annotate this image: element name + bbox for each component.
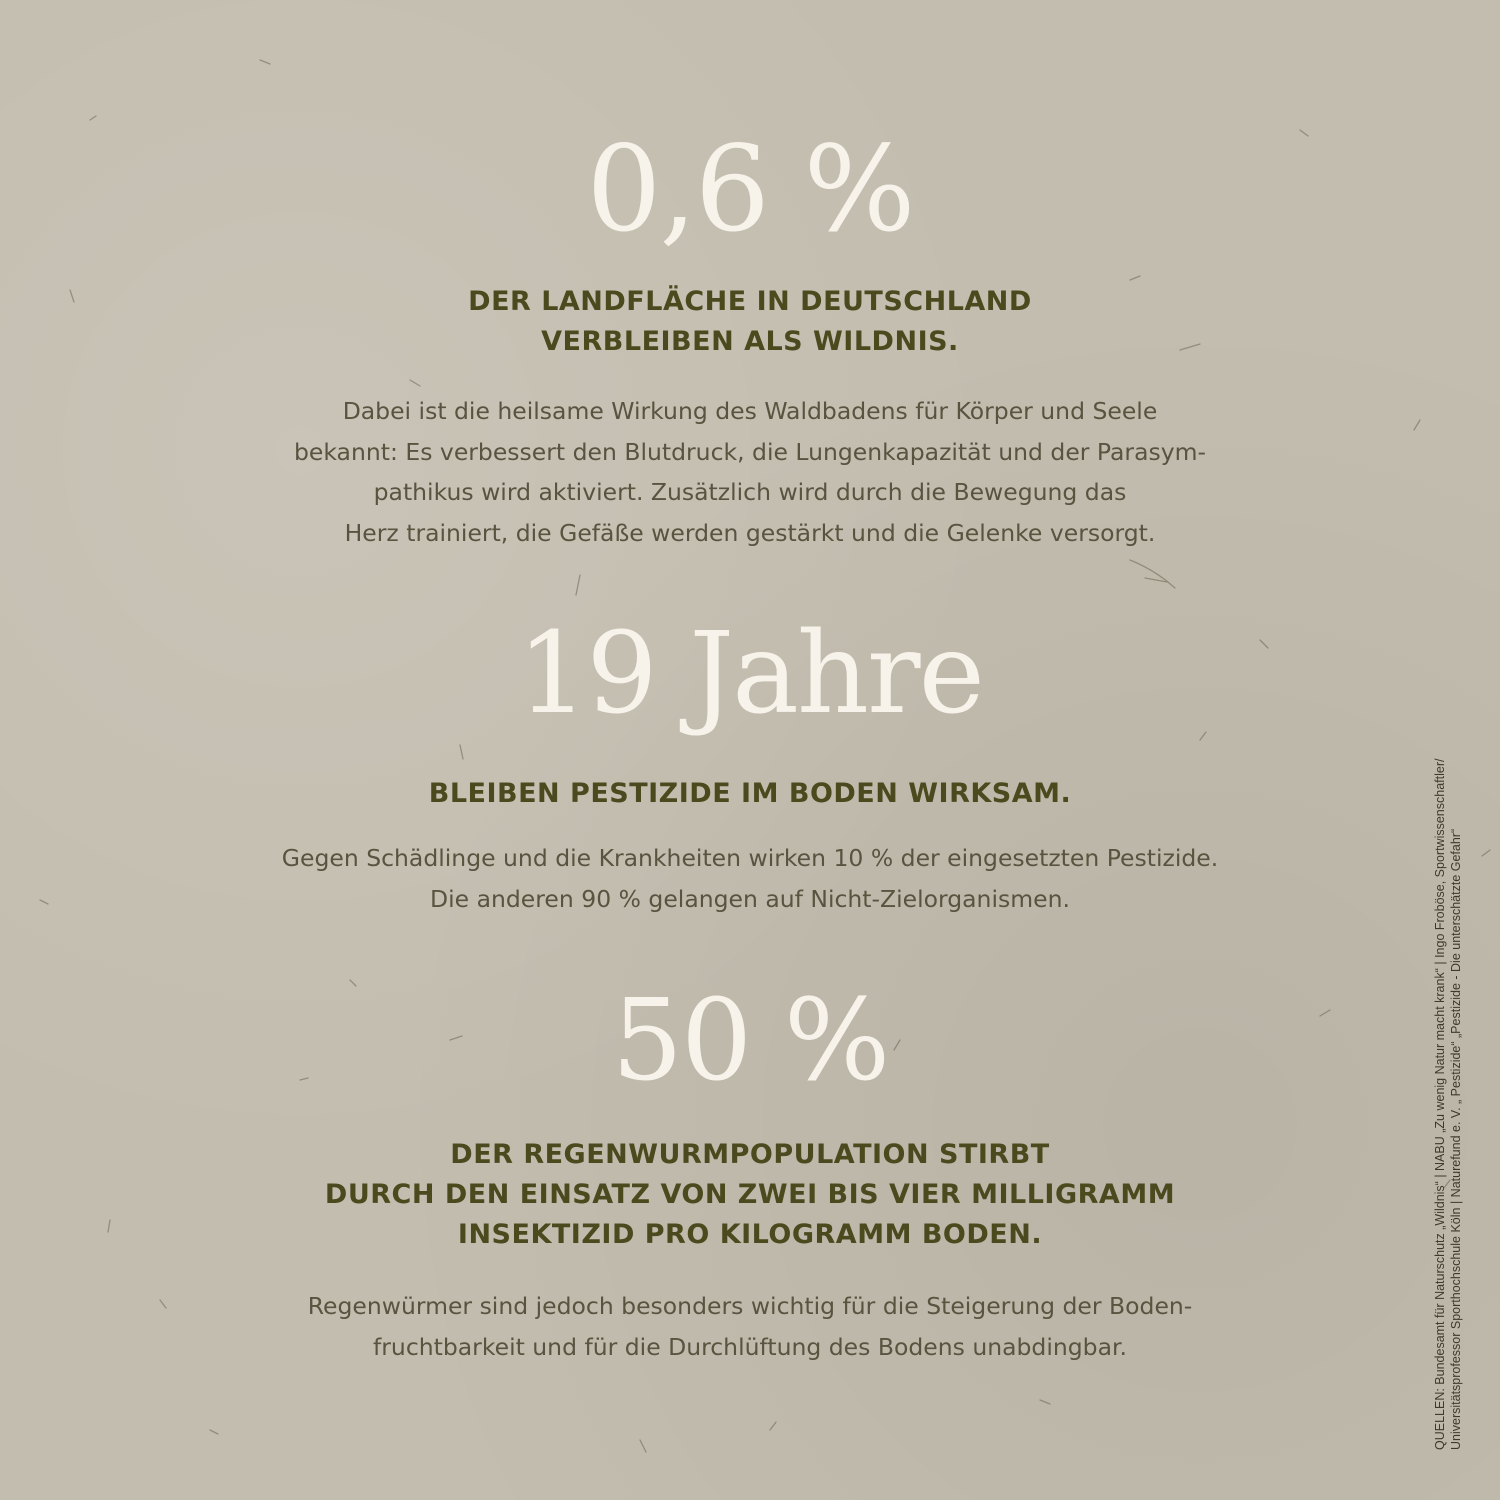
headline-line: DER REGENWURMPOPULATION STIRBT [450, 1139, 1050, 1170]
stat-headline-block [150, 1135, 1350, 1255]
body-line: fruchtbarkeit und für die Durchlüftung des Bodens unabdingbar. [373, 1332, 1127, 1361]
body-line: bekannt: Es verbessert den Blutdruck, die Lungenkapazität und der Parasym- [293, 437, 1207, 466]
stat-value: 50 % [611, 976, 889, 1106]
stat-value: 0,6 % [586, 120, 914, 258]
sources-line: Universitätsprofessor Sporthochschule Köln | Naturefund e. V. „ Pestizide“ „Pestizide - Die unterschätzte Gefahr“ [1449, 828, 1463, 1450]
stat-section-regenwurm [150, 976, 1350, 1106]
stat-section-pestizide [150, 609, 1350, 739]
sources-line: QUELLEN: Bundesamt für Naturschutz „Wildnis“ | NABU „Zu wenig Natur macht krank“ | Ingo Froböse, Sportwissenschaftler/ [1433, 758, 1447, 1450]
body-line: Gegen Schädlinge und die Krankheiten wirken 10 % der eingesetzten Pestizide. [281, 844, 1219, 872]
headline-line: DER LANDFLÄCHE IN DEUTSCHLAND [468, 286, 1032, 317]
sources-note [1432, 550, 1464, 1450]
headline-line: BLEIBEN PESTIZIDE IM BODEN WIRKSAM. [428, 778, 1072, 809]
stat-body-block [150, 391, 1350, 553]
body-line: Die anderen 90 % gelangen auf Nicht-Zielorganismen. [430, 884, 1070, 913]
stat-headline-block [150, 774, 1350, 814]
body-line: pathikus wird aktiviert. Zusätzlich wird durch die Bewegung das [373, 478, 1127, 506]
stat-section-wildnis [150, 120, 1350, 258]
stat-value: 19 Jahre [517, 609, 983, 739]
stat-body-block [150, 1286, 1350, 1367]
body-line: Herz trainiert, die Gefäße werden gestärkt und die Gelenke versorgt. [344, 518, 1156, 547]
stat-headline-block [150, 282, 1350, 362]
stat-body-block [150, 838, 1350, 919]
body-line: Regenwürmer sind jedoch besonders wichtig für die Steigerung der Boden- [307, 1292, 1193, 1320]
body-line: Dabei ist die heilsame Wirkung des Waldbadens für Körper und Seele [342, 397, 1158, 425]
headline-line: VERBLEIBEN ALS WILDNIS. [541, 326, 959, 357]
headline-line: INSEKTIZID PRO KILOGRAMM BODEN. [457, 1219, 1043, 1250]
headline-line: DURCH DEN EINSATZ VON ZWEI BIS VIER MILLIGRAMM [324, 1179, 1176, 1210]
